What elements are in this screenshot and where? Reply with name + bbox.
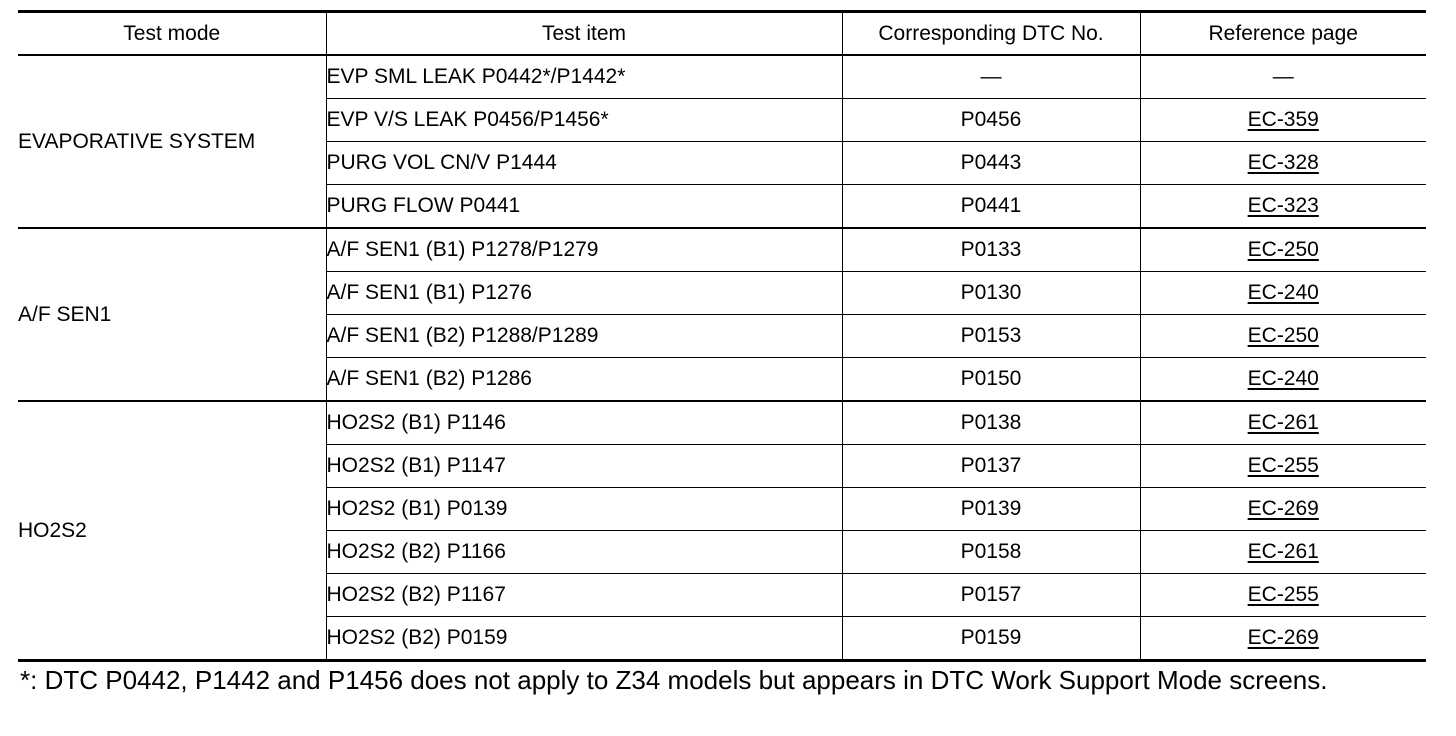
dtc-number-cell: P0158	[842, 531, 1140, 574]
dtc-number-cell: P0137	[842, 445, 1140, 488]
table-row	[18, 228, 1426, 272]
reference-page-cell	[1140, 358, 1426, 402]
test-item-cell: PURG FLOW P0441	[326, 185, 842, 229]
dtc-number-cell: P0138	[842, 401, 1140, 445]
reference-page-link[interactable]: EC-255	[1247, 583, 1319, 606]
reference-page-link[interactable]: EC-269	[1247, 497, 1319, 520]
test-item-cell: EVP SML LEAK P0442*/P1442*	[326, 55, 842, 99]
reference-page-link[interactable]: EC-269	[1247, 626, 1319, 649]
reference-page-cell	[1140, 315, 1426, 358]
reference-page-cell	[1140, 401, 1426, 445]
dtc-table-container	[18, 10, 1426, 662]
dtc-number-cell: P0153	[842, 315, 1140, 358]
test-item-cell: HO2S2 (B1) P0139	[326, 488, 842, 531]
test-item-cell: HO2S2 (B2) P1166	[326, 531, 842, 574]
reference-page-cell	[1140, 531, 1426, 574]
reference-page-cell: —	[1140, 55, 1426, 99]
header-row	[18, 12, 1426, 56]
reference-page-link[interactable]: EC-255	[1247, 454, 1319, 477]
dtc-number-cell: P0139	[842, 488, 1140, 531]
test-item-cell: HO2S2 (B1) P1147	[326, 445, 842, 488]
dtc-number-cell: P0157	[842, 574, 1140, 617]
reference-page-link[interactable]: EC-323	[1247, 194, 1319, 217]
reference-page-link[interactable]: EC-240	[1247, 281, 1319, 304]
reference-page-cell	[1140, 574, 1426, 617]
test-item-cell: HO2S2 (B2) P1167	[326, 574, 842, 617]
table-body	[18, 55, 1426, 661]
header-dtc-no: Corresponding DTC No.	[842, 12, 1140, 56]
table-row	[18, 55, 1426, 99]
reference-page-link[interactable]: EC-261	[1247, 411, 1319, 434]
test-mode-cell: HO2S2	[18, 401, 326, 661]
dtc-number-cell: P0150	[842, 358, 1140, 402]
reference-page-link[interactable]: EC-250	[1247, 324, 1319, 347]
table-header	[18, 12, 1426, 56]
reference-page-link[interactable]: EC-240	[1247, 367, 1319, 390]
dtc-number-cell: P0133	[842, 228, 1140, 272]
dtc-number-cell: P0159	[842, 617, 1140, 661]
test-mode-cell: A/F SEN1	[18, 228, 326, 401]
test-mode-cell: EVAPORATIVE SYSTEM	[18, 55, 326, 228]
dtc-number-cell: P0441	[842, 185, 1140, 229]
reference-page-cell	[1140, 99, 1426, 142]
table-row	[18, 401, 1426, 445]
test-item-cell: A/F SEN1 (B1) P1276	[326, 272, 842, 315]
test-item-cell: HO2S2 (B2) P0159	[326, 617, 842, 661]
test-item-cell: PURG VOL CN/V P1444	[326, 142, 842, 185]
dtc-number-cell: —	[842, 55, 1140, 99]
reference-page-cell	[1140, 272, 1426, 315]
reference-page-link[interactable]: EC-359	[1247, 108, 1319, 131]
test-item-cell: EVP V/S LEAK P0456/P1456*	[326, 99, 842, 142]
reference-page-link[interactable]: EC-261	[1247, 540, 1319, 563]
dtc-number-cell: P0130	[842, 272, 1140, 315]
dtc-number-cell: P0456	[842, 99, 1140, 142]
reference-page-cell	[1140, 617, 1426, 661]
dtc-number-cell: P0443	[842, 142, 1140, 185]
header-reference-page: Reference page	[1140, 12, 1426, 56]
dtc-work-support-table	[18, 10, 1426, 662]
header-test-mode: Test mode	[18, 12, 326, 56]
reference-page-cell	[1140, 142, 1426, 185]
reference-page-cell	[1140, 185, 1426, 229]
reference-page-cell	[1140, 445, 1426, 488]
header-test-item: Test item	[326, 12, 842, 56]
reference-page-cell	[1140, 228, 1426, 272]
reference-page-cell	[1140, 488, 1426, 531]
test-item-cell: A/F SEN1 (B1) P1278/P1279	[326, 228, 842, 272]
test-item-cell: A/F SEN1 (B2) P1286	[326, 358, 842, 402]
test-item-cell: HO2S2 (B1) P1146	[326, 401, 842, 445]
footnote: *: DTC P0442, P1442 and P1456 does not apply to Z34 models but appears in DTC Work Support Mode screens.	[20, 665, 1328, 695]
test-item-cell: A/F SEN1 (B2) P1288/P1289	[326, 315, 842, 358]
reference-page-link[interactable]: EC-250	[1247, 238, 1319, 261]
reference-page-link[interactable]: EC-328	[1247, 151, 1319, 174]
